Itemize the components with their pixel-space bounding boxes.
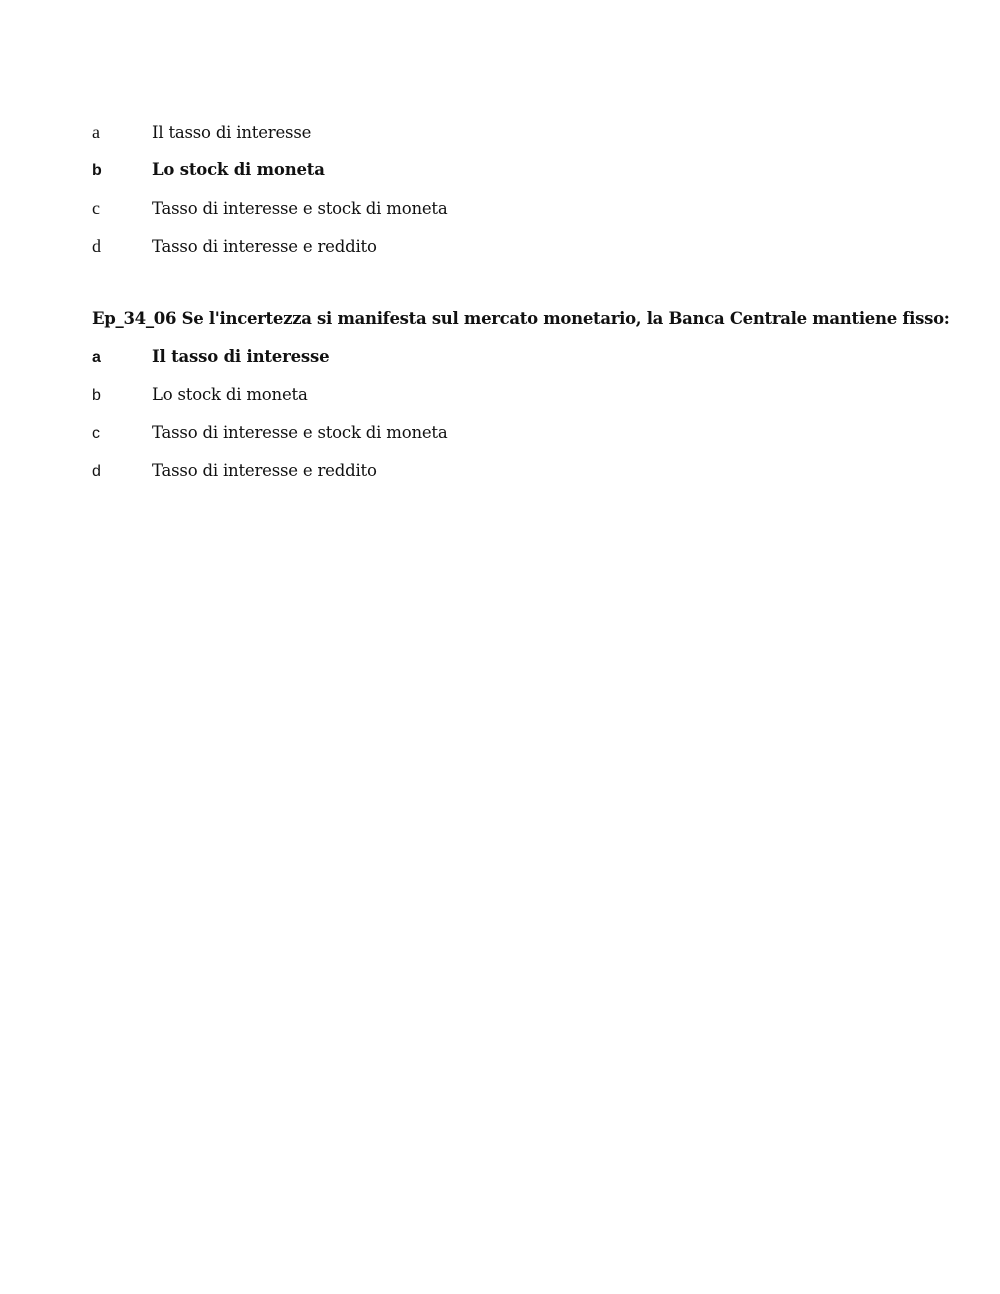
option-letter: b xyxy=(92,162,102,179)
option-row-correct xyxy=(92,347,912,385)
option-text: Tasso di interesse e stock di moneta xyxy=(152,199,448,218)
option-row xyxy=(92,198,912,236)
option-row xyxy=(92,423,912,461)
option-text: Lo stock di moneta xyxy=(152,160,325,179)
option-text: Tasso di interesse e stock di moneta xyxy=(152,423,448,442)
option-letter: a xyxy=(92,122,100,142)
option-row xyxy=(92,385,912,423)
option-letter: d xyxy=(92,236,101,256)
option-letter: b xyxy=(92,387,101,404)
option-row xyxy=(92,236,912,274)
option-text: Tasso di interesse e reddito xyxy=(152,461,377,480)
question-title: Ep_34_06 Se l'incertezza si manifesta sul mercato monetario, la Banca Centrale mantiene fisso: xyxy=(92,309,950,328)
option-letter: a xyxy=(92,349,101,366)
option-text: Il tasso di interesse xyxy=(152,347,330,366)
option-letter: d xyxy=(92,463,101,480)
option-text: Il tasso di interesse xyxy=(152,123,312,142)
option-text: Tasso di interesse e reddito xyxy=(152,237,377,256)
option-letter: c xyxy=(92,198,100,218)
option-row xyxy=(92,461,912,499)
question-1-options xyxy=(92,122,912,274)
option-text: Lo stock di moneta xyxy=(152,385,308,404)
option-letter: c xyxy=(92,425,100,442)
option-row-correct xyxy=(92,160,912,198)
option-row xyxy=(92,122,912,160)
question-2 xyxy=(92,309,950,499)
